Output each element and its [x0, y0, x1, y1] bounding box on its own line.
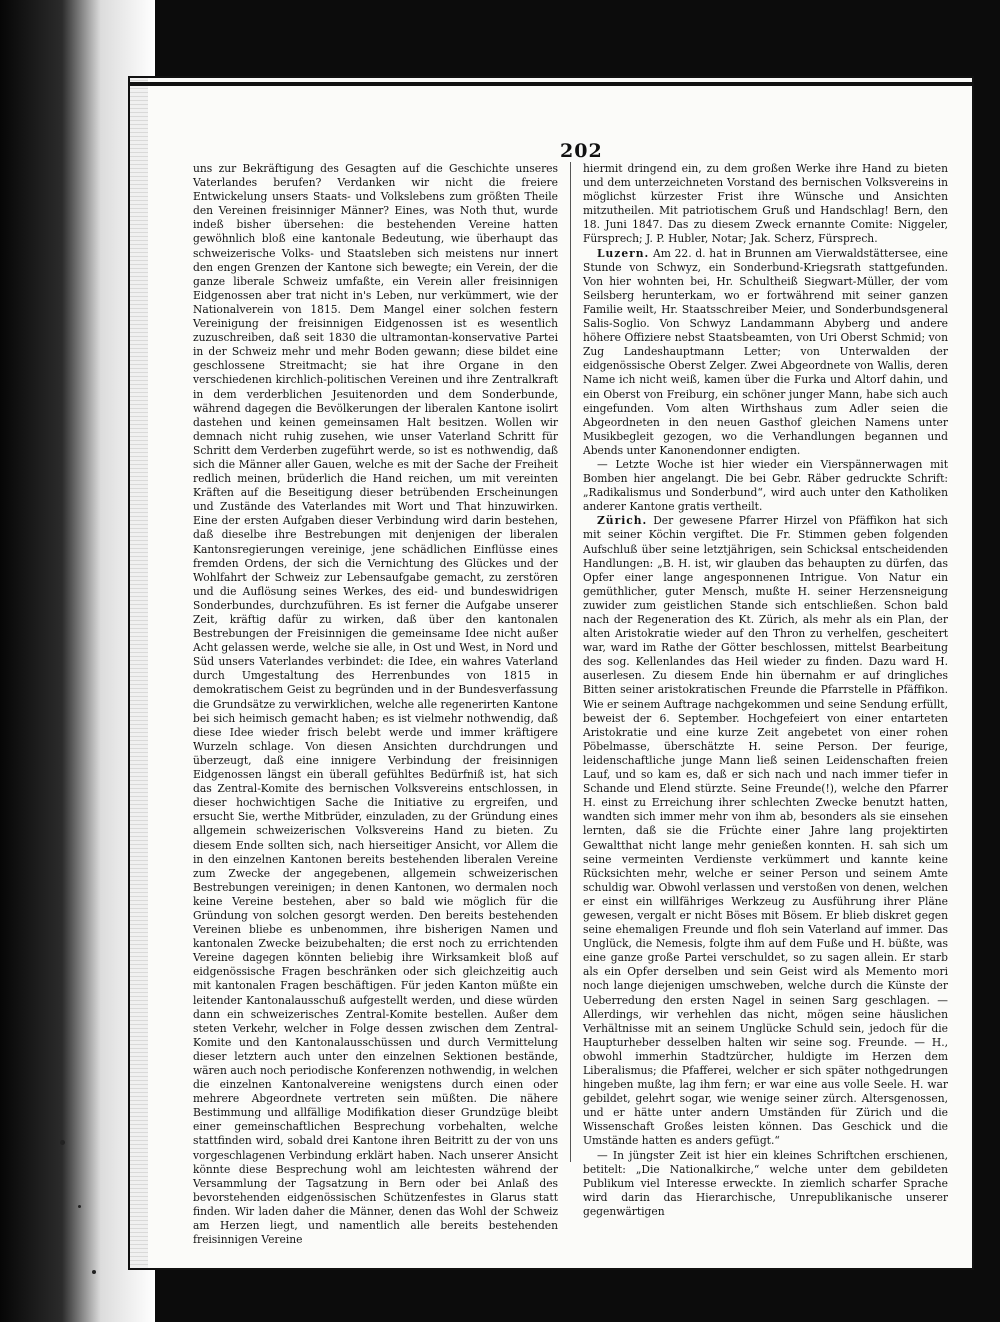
paragraph-text: — Letzte Woche ist hier wieder ein Vierspännerwagen mit Bomben hier angelangt. Die bei Gebr. Räber gedruckte Schrift: „Radikalismus und Sonderbund“, wird auch unter den Katholiken anderer Kantone gratis vertheilt. [583, 457, 948, 514]
right-paragraph-4 [583, 514, 948, 1148]
right-paragraph-5 [583, 1149, 948, 1219]
place-heading-zuerich: Zürich. [597, 514, 648, 528]
page-stack-edge [130, 78, 148, 1268]
scan-speck [60, 1140, 65, 1145]
right-paragraph-1 [583, 162, 948, 247]
paragraph-text: Der gewesene Pfarrer Hirzel von Pfäffikon hat sich mit seiner Köchin vergiftet. Die Fr. Stimmen geben folgenden Aufschluß über seine letztjährigen, sein Schicksal entscheidenden Handlungen: „B. H. ist, wir glauben das behaupten zu dürfen, das Opfer einer lange angesponnenen Intrigue. Von Natur ein gemüthlicher, guter Mensch, mußte H. seiner Herzensneigung zuwider zum geistlichen Stande sich entschließen. Schon bald nach der Regeneration des Kt. Zürich, als mehr als ein Plan, der alten Aristokratie wieder auf den Thron zu verhelfen, gescheitert war, ward im Rathe der Götter beschlossen, mittelst Bearbeitung des sog. Kellenlandes das Heil wieder zu finden. Dazu ward H. auserlesen. Zu diesem Ende hin übernahm er auf dringliches Bitten seiner aristokratischen Freunde die Pfarrstelle in Pfäffikon. Wie er seinem Auftrage nachgekommen und seine Sendung erfüllt, beweist der 6. September. Hochgefeiert von einer entarteten Aristokratie und eine kurze Zeit angebetet von einer rohen Pöbelmasse, überschätzte H. seine Person. Der feurige, leidenschaftliche junge Mann ließ seinen Leidenschaften freien Lauf, und so kam es, daß er sich nach und nach immer tiefer in Schande und Elend stürzte. Seine Freunde(!), welche den Pfarrer H. einst zu Erreichung ihrer schlechten Zwecke benutzt hatten, wandten sich immer mehr von ihm ab, besonders als sie einsehen lernten, daß sie die Früchte einer Jahre lang projektirten Gewaltthat nicht lange mehr genießen konnten. H. sah sich um seine vermeinten Verdienste verkümmert und kannte keine Rücksichten mehr, welche er seiner Person und seinem Amte schuldig war. Obwohl verlassen und verstoßen von denen, welchen er einst ein willfähriges Werkzeug zu Ausführung ihrer Pläne gewesen, vergalt er nicht Böses mit Bösem. Er blieb diskret gegen seine ehemaligen Freunde und floh sein Vaterland auf immer. Das Unglück, die Nemesis, folgte ihm auf dem Fuße und H. büßte, was eine ganze große Partei verschuldet, so zu sagen allein. Er starb als ein Opfer derselben und sein Geist wird als Memento mori noch lange diejenigen umschweben, welche durch die Künste der Ueberredung den ersten Nagel in seinen Sarg geschlagen. — Allerdings, wir verhehlen das nicht, mögen seine häuslichen Verhältnisse mit an seinem Unglücke Schuld sein, jedoch für die Haupturheber desselben halten wir seine sog. Freunde. — H., obwohl immerhin Stadtzürcher, huldigte im Herzen dem Liberalismus; die Pfafferei, welcher er sich später nothgedrungen hingeben mußte, lag ihm fern; er war eine aus volle Seele. H. war gebildet, gelehrt sogar, wie wenige seiner zürch. Altersgenossen, und er hätte unter andern Umständen für Zürich und die Wissenschaft Großes leisten können. Das Geschick und die Umstände hatten es anders gefügt.“ [583, 514, 948, 1148]
paragraph-text: — In jüngster Zeit ist hier ein kleines Schriftchen erschienen, betitelt: „Die Nationalkirche,“ welche unter dem gebildeten Publikum viel Interesse erweckte. In ziemlich scharfer Sprache wird darin das Hierarchische, Unrepublikanische unserer gegenwärtigen [583, 1148, 948, 1218]
right-column [583, 162, 948, 1218]
right-paragraph-2 [583, 247, 948, 458]
scan-speck [92, 1270, 96, 1274]
column-divider [570, 162, 571, 1162]
scan-speck [78, 1205, 81, 1208]
left-column [193, 162, 558, 1247]
place-heading-luzern: Luzern. [597, 246, 650, 260]
paragraph-text: hiermit dringend ein, zu dem großen Werke ihre Hand zu bieten und dem unterzeichneten Vorstand des bernischen Volksvereins in möglichst kürzester Frist ihre Wünsche und Ansichten mitzutheilen. Mit patriotischem Gruß und Handschlag! Bern, den 18. Juni 1847. Das zu diesem Zweck ernannte Comite: Niggeler, Fürsprech; J. P. Hubler, Notar; Jak. Scherz, Fürsprech. [583, 162, 948, 246]
page-number: 202 [560, 140, 603, 162]
paragraph-text: Am 22. d. hat in Brunnen am Vierwaldstättersee, eine Stunde von Schwyz, ein Sonderbund-Kriegsrath stattgefunden. Von hier wohnten bei, Hr. Schultheiß Siegwart-Müller, der vom Seilsberg herunterkam, wo er fortwährend mit seiner ganzen Familie weilt, Hr. Staatsschreiber Meier, und Sonderbundsgeneral Salis-Soglio. Von Schwyz Landammann Abyberg und andere höhere Offiziere nebst Staatsbeamten, von Uri Oberst Schmid; von Zug Landeshauptmann Letter; von Unterwalden der eidgenössische Oberst Zelger. Zwei Abgeordnete von Wallis, deren Name ich nicht weiß, kamen über die Furka und Altorf dahin, und ein Oberst von Freiburg, ein schöner junger Mann, habe sich auch eingefunden. Vom alten Wirthshaus zum Adler seien die Abgeordneten in den neuen Gasthof gleichen Namens unter Musikbegleit gezogen, wo die Verhandlungen begannen und Abends unter Kanonendonner endigten. [583, 246, 948, 457]
right-paragraph-3 [583, 458, 948, 514]
top-rule [130, 82, 972, 86]
left-paragraph: uns zur Bekräftigung des Gesagten auf die Geschichte unseres Vaterlandes berufen? Verdanken wir nicht die freiere Entwickelung unsers Staats- und Volkslebens zum größten Theile den Vereinen freisinniger Männer? Eines, was Noth thut, wurde indeß bisher übersehen: die bestehenden Vereine hatten gewöhnlich bloß eine kantonale Bedeutung, wie überhaupt das schweizerische Volks- und Staatsleben sich meistens nur innert den engen Grenzen der Kantone sich bewegte; ein Verein, der die ganze liberale Schweiz umfaßte, ein Verein aller freisinnigen Eidgenossen aber trat nicht in's Leben, nur verkümmert, wie der Nationalverein von 1815. Dem Mangel einer solchen festern Vereinigung der freisinnigen Eidgenossen ist es wesentlich zuzuschreiben, daß seit 1830 die ultramontan-konservative Partei in der Schweiz mehr und mehr Boden gewann; diese bildet eine geschlossene Streitmacht; sie hat ihre Organe in den verschiedenen kirchlich-politischen Vereinen und ihre Zentralkraft in dem verderblichen Jesuitenorden und dem Sonderbunde, während dagegen die Bevölkerungen der liberalen Kantone isolirt dastehen und keinen gemeinsamen Halt besitzen. Wollen wir demnach nicht ruhig zusehen, wie unser Vaterland Schritt für Schritt dem Verderben zugeführt werde, so ist es nothwendig, daß sich die Männer aller Gauen, welche es mit der Sache der Freiheit redlich meinen, brüderlich die Hand reichen, um mit vereinten Kräften auf die Beseitigung dieser betrübenden Erscheinungen und Zustände des Vaterlandes mit Wort und That hinzuwirken. Eine der ersten Aufgaben dieser Verbindung wird darin bestehen, daß dieselbe ihre Bestrebungen mit denjenigen der liberalen Kantonsregierungen vereinige, jene schädlichen Einflüsse eines fremden Ordens, der sich die Vernichtung des Glückes und der Wohlfahrt der Schweiz zur Lebensaufgabe gemacht, zu zerstören und die Auflösung seines Werkes, des eid- und bundeswidrigen Sonderbundes, durchzuführen. Es ist ferner die Aufgabe unserer Zeit, kräftig dafür zu wirken, daß über den kantonalen Bestrebungen der Freisinnigen die gemeinsame Idee nicht außer Acht gelassen werde, welche sie alle, in Ost und West, in Nord und Süd unsers Vaterlandes verbindet: die Idee, ein wahres Vaterland durch Umgestaltung des Herrenbundes von 1815 in demokratischem Geist zu begründen und in der Bundesverfassung die Grundsätze zu verwirklichen, welche alle regenerirten Kantone bei sich heimisch gemacht haben; es ist vielmehr nothwendig, daß diese Idee wieder frisch belebt werde und immer kräftigere Wurzeln schlage. Von diesen Ansichten durchdrungen und überzeugt, daß eine innigere Verbindung der freisinnigen Eidgenossen längst ein überall gefühltes Bedürfniß ist, hat sich das Zentral-Komite des bernischen Volksvereins entschlossen, in dieser hochwichtigen Sache die Initiative zu ergreifen, und ersucht Sie, werthe Mitbrüder, einzuladen, zu der Gründung eines allgemein schweizerischen Volksvereins Hand zu bieten. Zu diesem Ende sollten sich, nach hierseitiger Ansicht, vor Allem die in den einzelnen Kantonen bereits bestehenden liberalen Vereine zum Zwecke der angegebenen, allgemein schweizerischen Bestrebungen vereinigen; in denen Kantonen, wo dermalen noch keine Vereine bestehen, aber so bald wie möglich für die Gründung von solchen gesorgt werden. Den bereits bestehenden Vereinen bliebe es unbenommen, ihre bisherigen Namen und kantonalen Zwecke beizubehalten; die erst noch zu errichtenden Vereine dagegen könnten beliebig ihre Wirksamkeit bloß auf eidgenössische Fragen beschränken oder sich gleichzeitig auch mit kantonalen Fragen beschäftigen. Für jeden Kanton müßte ein leitender Kantonalausschuß aufgestellt werden, und diese würden dann ein schweizerisches Zentral-Komite bestellen. Außer dem steten Verkehr, welcher in Folge dessen zwischen dem Zentral-Komite und den Kantonalausschüssen und durch Vermittelung dieser letztern auch unter den einzelnen Sektionen bestände, wären auch noch periodische Konferenzen nothwendig, in welchen die einzelnen Kantonalvereine wenigstens durch einen oder mehrere Abgeordnete vertreten sein müßten. Die nähere Bestimmung und allfällige Modifikation dieser Grundzüge bleibt einer gemeinschaftlichen Besprechung vorbehalten, welche stattfinden wird, sobald drei Kantone ihren Beitritt zu der von uns vorgeschlagenen Verbindung erklärt haben. Nach unserer Ansicht könnte diese Besprechung wohl am leichtesten während der Versammlung der Tagsatzung in Bern oder bei Anlaß des bevorstehenden eidgenössischen Schützenfestes in Glarus statt finden. Wir laden daher die Männer, denen das Wohl der Schweiz am Herzen liegt, und namentlich alle bereits bestehenden freisinnigen Vereine [193, 162, 558, 1247]
